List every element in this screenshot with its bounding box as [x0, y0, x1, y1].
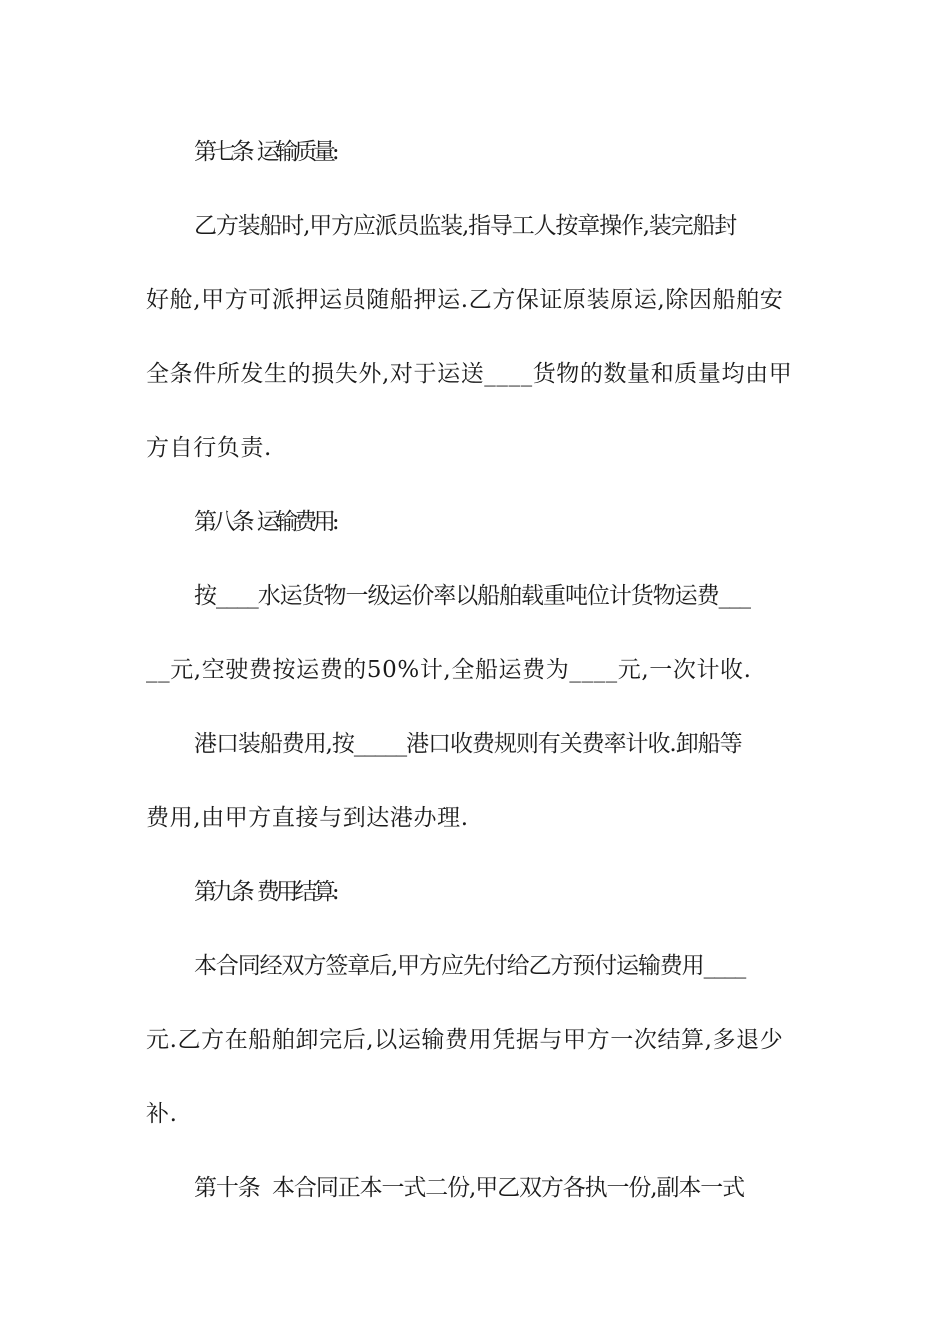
paragraph-line: 全条件所发生的损失外,对于运送____货物的数量和质量均由甲 [146, 361, 793, 387]
paragraph-line: __元,空驶费按运费的50%计,全船运费为____元,一次计收. [146, 657, 752, 683]
paragraph-line: 补. [146, 1101, 178, 1127]
paragraph-line: 按____水运货物一级运价率以船舶载重吨位计货物运费___ [194, 583, 750, 609]
paragraph-line: 费用,由甲方直接与到达港办理. [146, 805, 469, 831]
paragraph-line: 本合同经双方签章后,甲方应先付给乙方预付运输费用____ [194, 953, 746, 979]
article-7-heading: 第七条 运输质量: [194, 139, 336, 165]
paragraph-line: 元.乙方在船舶卸完后,以运输费用凭据与甲方一次结算,多退少 [146, 1027, 784, 1053]
article-9-heading: 第九条 费用结算: [194, 879, 336, 905]
paragraph-line: 乙方装船时,甲方应派员监装,指导工人按章操作,装完船封 [194, 213, 737, 239]
article-10-heading: 第十条 本合同正本一式二份,甲乙双方各执一份,副本一式 [194, 1175, 745, 1201]
paragraph-line: 好舱,甲方可派押运员随船押运.乙方保证原装原运,除因船舶安 [146, 287, 784, 313]
paragraph-line: 港口装船费用,按_____港口收费规则有关费率计收.卸船等 [194, 731, 742, 757]
article-8-heading: 第八条 运输费用: [194, 509, 336, 535]
paragraph-line: 方自行负责. [146, 435, 272, 461]
